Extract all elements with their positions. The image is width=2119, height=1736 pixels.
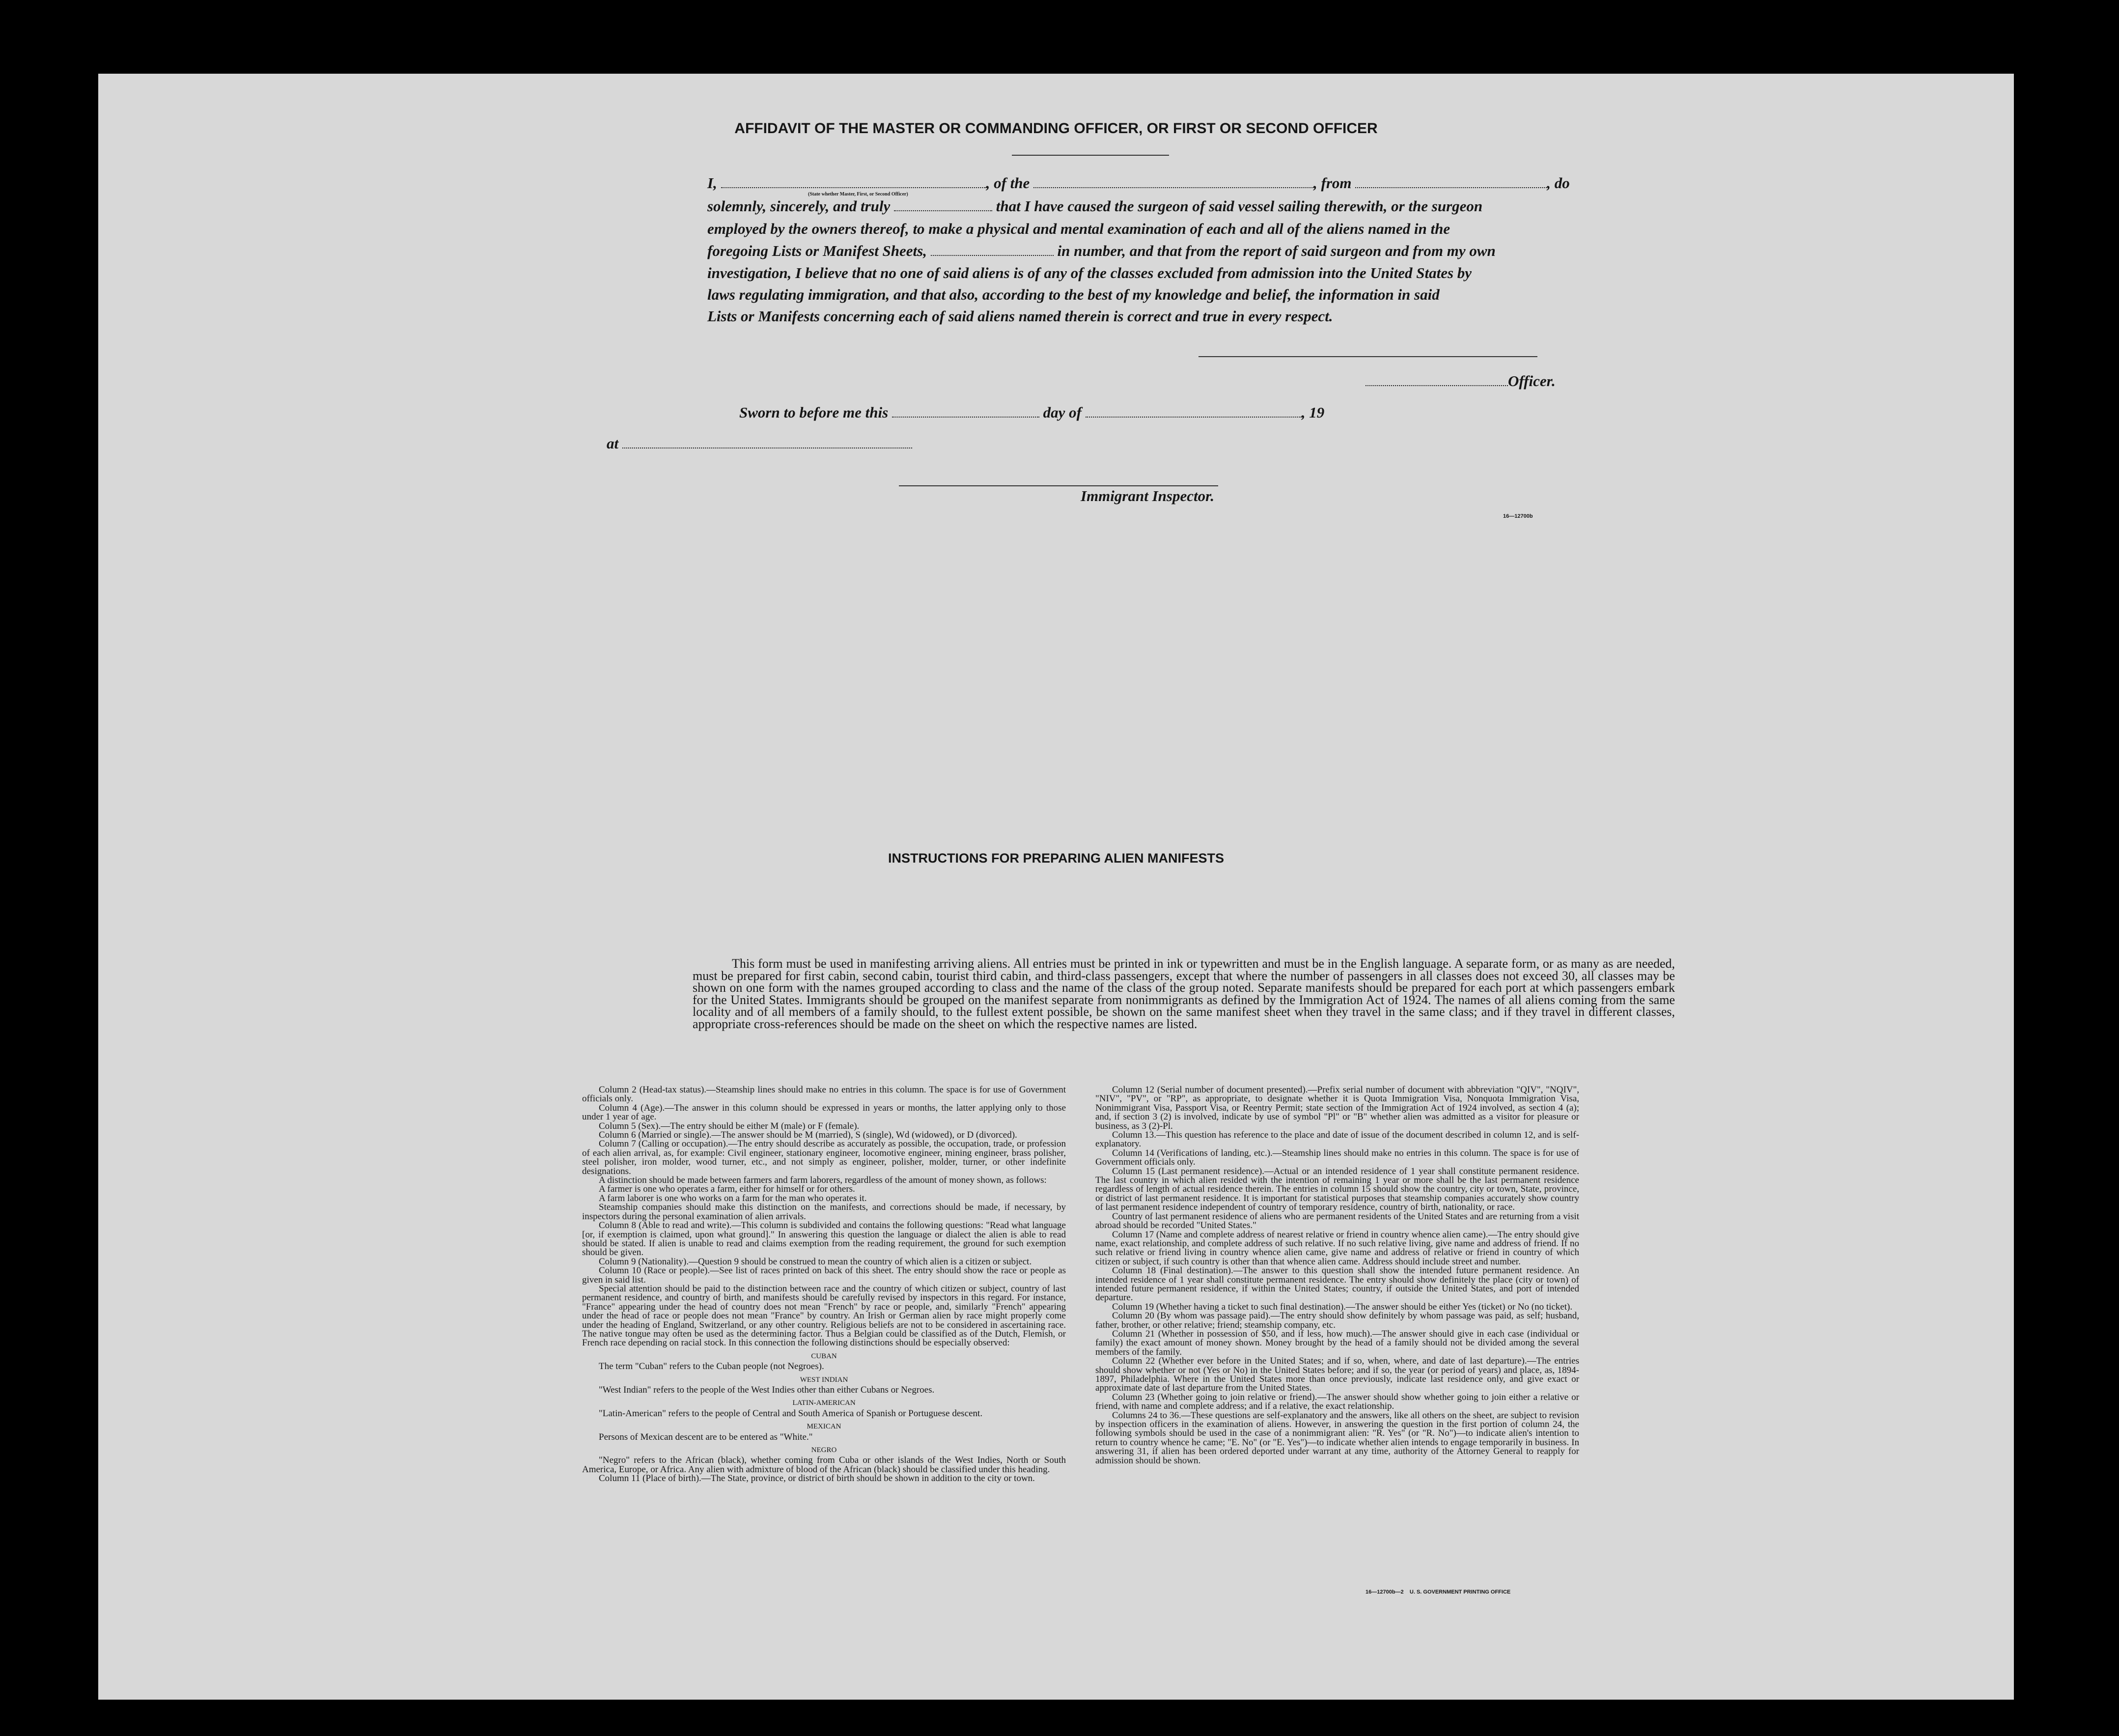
inspector-label: Immigrant Inspector. <box>1081 487 1215 504</box>
officer-signature-field[interactable] <box>1366 375 1508 386</box>
instruction-paragraph: "Negro" refers to the African (black), whether coming from Cuba or other islands of the West Indies, North or South America, Europe, or Africa. Any alien with admixture of blood of the African (black) should be classified under this heading. <box>582 1455 1066 1475</box>
instruction-paragraph: Column 5 (Sex).—The entry should be either M (male) or F (female). <box>599 1120 860 1131</box>
sworn-day-field[interactable] <box>892 407 1039 418</box>
instruction-paragraph: Column 18 (Final destination).—The answer to this question shall show the intended future permanent residence. An intended residence of 1 year shall constitute permanent residence. The entry should show definitely the place (city or town) of intended future permanent residence, if within the United States; country, if outside the United States, and port of intended departure. <box>1095 1265 1579 1303</box>
instruction-paragraph: Column 8 (Able to read and write).—This column is subdivided and contains the following questions: "Read what language [or, if exemption is claimed, upon what ground]." In answering this question the language or dialect the alien is able to read should be stated. If alien is unable to read and claims exemption from the reading requirement, the ground for such exemption should be given. <box>582 1220 1066 1258</box>
affidavit-line-1: I, , of the , from , do <box>707 174 1570 192</box>
instructions-left-column <box>582 1086 1066 1484</box>
title-underline <box>1012 155 1169 156</box>
instruction-paragraph: Column 12 (Serial number of document presented).—Prefix serial number of document with abbreviation "QIV", "NQIV", "NIV", "PV", or "RP", as appropriate, to designate whether it is Quota Immigration Visa, Nonquota Immigration Visa, Nonimmigrant Visa, Passport Visa, or Reentry Permit; state section of the Immigration Act of 1924 involved, as section 4 (a); and, if section 3 (2) is involved, indicate by use of symbol "Pl" or "B" whether alien was admitted as a visitor for pleasure or business, as 3 (2)-Pl. <box>1095 1085 1579 1131</box>
vessel-name-field[interactable] <box>1033 177 1313 188</box>
instruction-paragraph: Special attention should be paid to the distinction between race and the country of which citizen or subject, country of last permanent residence, and country of birth, and manifests should be carefully revised by inspectors in this regard. For instance, "France" appearing under the head of country does not mean "French" by race or people, and, similarly "French" appearing under the head of race or people does not mean "France" by country. An Irish or German alien by race might properly come under the heading of England, Switzerland, or any other country. Religious beliefs are not to be considered in ascertaining race. The native tongue may often be used as the determining factor. Thus a Belgian could be classified as of the Dutch, Flemish, or French race depending on racial stock. In this connection the following distinctions should be especially observed: <box>582 1283 1066 1348</box>
sworn-place-line: at <box>607 435 1569 452</box>
document-sheet <box>98 74 2014 1700</box>
instruction-paragraph: Column 4 (Age).—The answer in this column should be expressed in years or months, the latter applying only to those under 1 year of age. <box>582 1102 1066 1122</box>
instruction-paragraph: A farm laborer is one who works on a farm for the man who operates it. <box>599 1193 867 1204</box>
instruction-paragraph: Country of last permanent residence of aliens who are permanent residents of the United States and are returning from a visit abroad should be recorded "United States." <box>1095 1211 1579 1231</box>
instructions-right-column <box>1095 1086 1579 1465</box>
instructions-intro: This form must be used in manifesting arriving aliens. All entries must be printed in ink or typewritten and must be in the English language. A separate form, or as many as are needed, must be prepared for first cabin, second cabin, tourist third cabin, and third-class passengers, except that where the number of passengers in all classes does not exceed 30, all classes may be shown on one form with the names grouped according to class and the name of the class of the group noted. Separate manifests should be prepared for each port at which passengers embark for the United States. Immigrants should be grouped on the manifest separate from nonimmigrants as defined by the Immigration Act of 1924. The names of all aliens coming from the same locality and of all members of a family should, to the fullest extent possible, be shown on the same manifest sheet when they travel in the same class; and if they travel in different classes, appropriate cross-references should be made on the sheet on which the respective names are listed. <box>693 956 1675 1031</box>
instruction-paragraph: "Latin-American" refers to the people of Central and South America of Spanish or Portuguese descent. <box>599 1408 983 1419</box>
instruction-paragraph: A farmer is one who operates a farm, either for himself or for others. <box>599 1184 855 1195</box>
affidavit-form-number: 16—12700b <box>1503 513 1533 519</box>
instruction-paragraph: Column 9 (Nationality).—Question 9 should be construed to mean the country of which alien is a citizen or subject. <box>599 1256 1032 1267</box>
sworn-place-field[interactable] <box>622 438 912 448</box>
affirm-field[interactable] <box>894 200 992 211</box>
instruction-paragraph: Column 20 (By whom was passage paid).—The entry should show definitely by whom passage was paid, as self; husband, father, brother, or other relative; friend; steamship company, etc. <box>1095 1311 1579 1330</box>
instruction-paragraph: Column 23 (Whether going to join relative or friend).—The answer should show whether going to join either a relative or friend, with name and complete address; and if a relative, the exact relationship. <box>1095 1392 1579 1412</box>
instruction-paragraph: The term "Cuban" refers to the Cuban people (not Negroes). <box>599 1361 824 1372</box>
instruction-paragraph: Persons of Mexican descent are to be entered as "White." <box>599 1431 813 1442</box>
instruction-paragraph: Column 14 (Verifications of landing, etc.).—Steamship lines should make no entries in this column. The space is for use of Government officials only. <box>1095 1148 1579 1168</box>
affidavit-line-6: laws regulating immigration, and that also, according to the best of my knowledge and belief, the information in said <box>707 286 1440 303</box>
instruction-paragraph: Steamship companies should make this distinction on the manifests, and corrections should be made, if necessary, by inspectors during the personal examination of alien arrivals. <box>582 1202 1066 1222</box>
sheet-count-field[interactable] <box>931 245 1054 256</box>
section-heading: LATIN-AMERICAN <box>792 1399 856 1407</box>
printing-office-footer: 16—12700b—2 U. S. GOVERNMENT PRINTING OFFICE <box>1366 1589 1511 1595</box>
inspector-signature-line[interactable] <box>899 485 1218 486</box>
affidavit-title: AFFIDAVIT OF THE MASTER OR COMMANDING OFFICER, OR FIRST OR SECOND OFFICER <box>734 120 1378 137</box>
port-from-field[interactable] <box>1355 177 1547 188</box>
section-heading: WEST INDIAN <box>800 1375 848 1384</box>
section-heading: MEXICAN <box>807 1423 841 1431</box>
affidavit-line-3: employed by the owners thereof, to make a physical and mental examination of each and all of the aliens named in the <box>707 220 1450 237</box>
section-heading: NEGRO <box>811 1446 837 1455</box>
sworn-line: Sworn to before me this day of , 19 <box>739 404 1325 421</box>
instruction-paragraph: A distinction should be made between farmers and farm laborers, regardless of the amount of money shown, as follows: <box>599 1175 1047 1186</box>
officer-rank-note: (State whether Master, First, or Second Officer) <box>808 192 908 197</box>
instruction-paragraph: Column 2 (Head-tax status).—Steamship lines should make no entries in this column. The space is for use of Government officials only. <box>582 1085 1066 1104</box>
instruction-paragraph: Column 13.—This question has reference to the place and date of issue of the document described in column 12, and is self-explanatory. <box>1095 1130 1579 1149</box>
instruction-paragraph: "West Indian" refers to the people of the West Indies other than either Cubans or Negroes. <box>599 1385 935 1395</box>
instruction-paragraph: Column 22 (Whether ever before in the United States; and if so, when, where, and date of last departure).—The entries should show whether or not (Yes or No) in the United States before; and if so, the year (or period of years) and place, as, 1894-1897, Philadelphia. Where in the United States more than once previously, indicate last residence only, and give exact or approximate date of last departure from the United States. <box>1095 1356 1579 1394</box>
instruction-paragraph: Columns 24 to 36.—These questions are self-explanatory and the answers, like all others on the sheet, are subject to revision by inspection officers in the examination of aliens. However, in answering the question in the first portion of column 24, the following symbols should be used in the case of a nonimmigrant alien: "R. Yes" (or "R. No")—to indicate alien's intention to return to country whence he came; "E. No" (or "E. Yes")—to indicate whether alien intends to engage temporarily in business. In answering 31, if alien has been ordered deported under warrant at any time, authority of the Attorney General to reapply for admission should be shown. <box>1095 1410 1579 1466</box>
instruction-paragraph: Column 19 (Whether having a ticket to such final destination).—The answer should be either Yes (ticket) or No (no ticket). <box>1112 1301 1573 1312</box>
affidavit-line-2: solemnly, sincerely, and truly that I have caused the surgeon of said vessel sailing therewith, or the surgeon <box>707 197 1483 215</box>
signature-line[interactable] <box>1199 356 1537 357</box>
instruction-paragraph: Column 6 (Married or single).—The answer should be M (married), S (single), Wd (widowed), or D (divorced). <box>599 1130 1017 1141</box>
instruction-paragraph: Column 7 (Calling or occupation).—The entry should describe as accurately as possible, the occupation, trade, or profession of each alien arrival, as, for example: Civil engineer, stationary engineer, locomotive engineer, mining engineer, brass polisher, steel polisher, iron molder, wood turner, etc., and not simply as engineer, polisher, molder, turner, or other indefinite designations. <box>582 1139 1066 1176</box>
instruction-paragraph: Column 11 (Place of birth).—The State, province, or district of birth should be shown in addition to the city or town. <box>599 1473 1035 1484</box>
instructions-title: INSTRUCTIONS FOR PREPARING ALIEN MANIFESTS <box>888 851 1225 866</box>
instruction-paragraph: Column 17 (Name and complete address of nearest relative or friend in country whence alien came).—The entry should give name, exact relationship, and complete address of such relative. If no such relative living, give name and address of friend. If no such relative or friend living in country whence alien came, give name and address of relative or friend in country of which citizen or subject, if such country is other than that whence alien came. Address should include street and number. <box>1095 1229 1579 1267</box>
instruction-paragraph: Column 15 (Last permanent residence).—Actual or an intended residence of 1 year shall constitute permanent residence. The last country in which alien resided with the intention of remaining 1 year or more shall be the last permanent residence regardless of length of actual residence therein. The entries in column 15 should show the country, city or town, State, province, or district of last permanent residence. It is important for statistical purposes that steamship companies accurately show country of last permanent residence independent of country of temporary residence, country of birth, nationality, or race. <box>1095 1166 1579 1213</box>
instruction-paragraph: Column 21 (Whether in possession of $50, and if less, how much).—The answer should give in each case (individual or family) the exact amount of money shown. Money brought by the head of a family should not be divided among the several members of the family. <box>1095 1328 1579 1357</box>
section-heading: CUBAN <box>811 1352 837 1360</box>
affidavit-line-5: investigation, I believe that no one of said aliens is of any of the classes excluded from admission into the United States by <box>707 264 1472 281</box>
sworn-month-field[interactable] <box>1086 407 1302 418</box>
affidavit-line-7: Lists or Manifests concerning each of said aliens named therein is correct and true in every respect. <box>707 308 1333 325</box>
officer-rank-field[interactable] <box>721 177 986 188</box>
affidavit-line-4: foregoing Lists or Manifest Sheets, in number, and that from the report of said surgeon and from my own <box>707 242 1496 259</box>
officer-label: Officer. <box>1508 372 1556 390</box>
instruction-paragraph: Column 10 (Race or people).—See list of races printed on back of this sheet. The entry should show the race or people as given in said list. <box>582 1265 1066 1285</box>
